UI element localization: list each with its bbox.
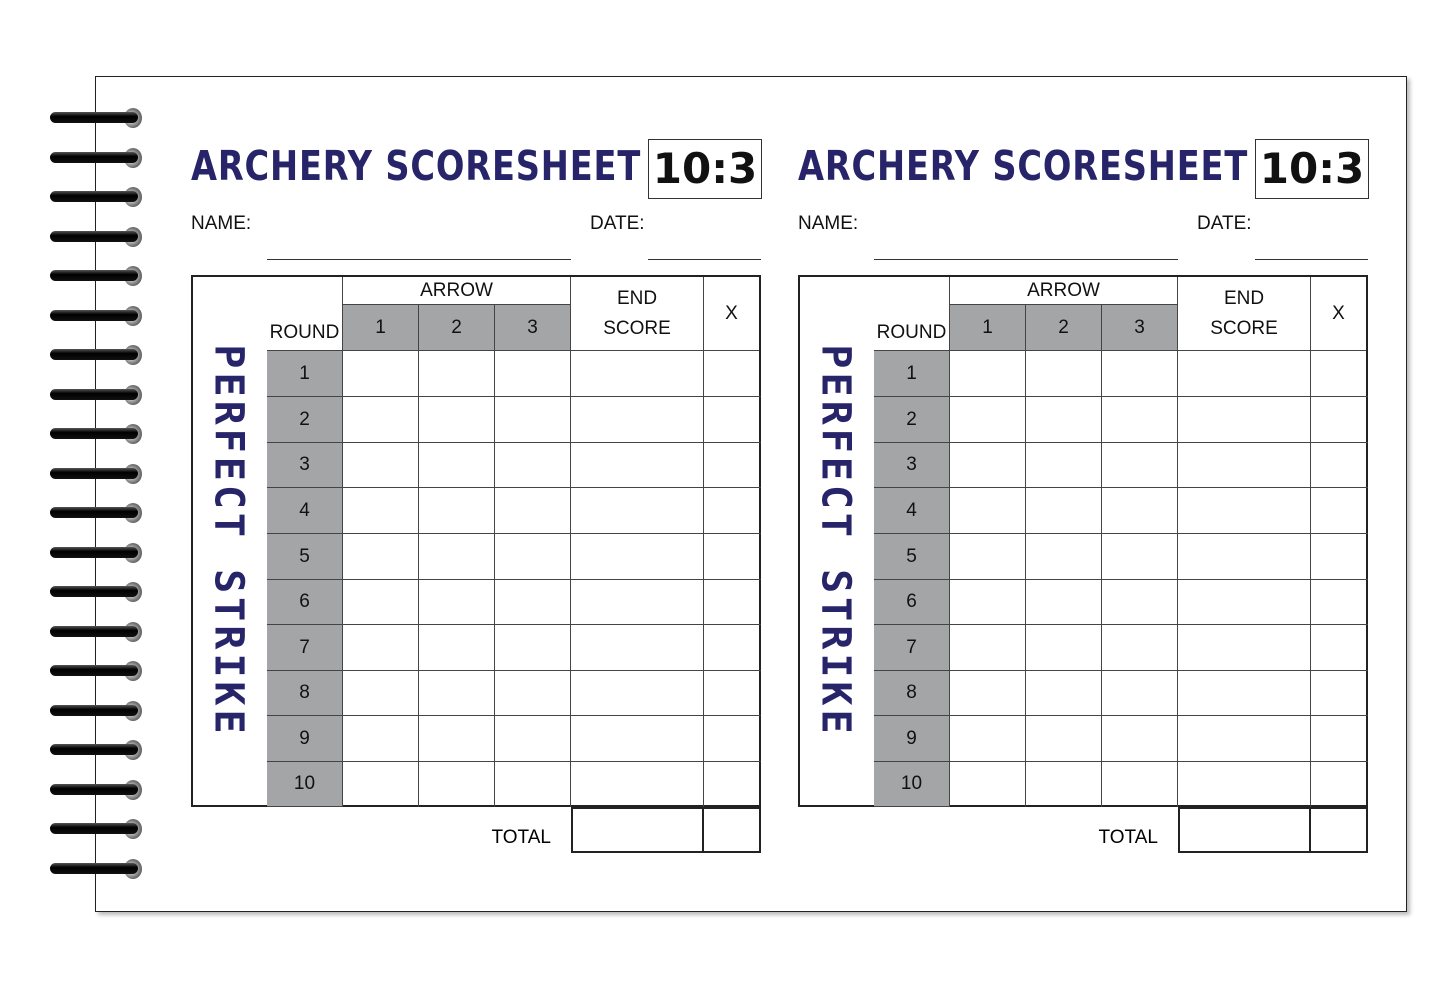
logo-text: PERFECT STRIKE [206, 344, 252, 738]
brand-logo [191, 275, 267, 807]
arrow-score-cell[interactable] [419, 580, 495, 625]
arrow-score-cell[interactable] [1102, 351, 1178, 397]
arrow-score-cell[interactable] [343, 580, 419, 625]
arrow-header: ARROW [950, 277, 1178, 305]
round-number: 2 [874, 397, 950, 443]
arrow-score-cell[interactable] [1102, 534, 1178, 580]
x-count-cell[interactable] [1311, 488, 1368, 534]
arrow-score-cell[interactable] [1102, 671, 1178, 716]
end-score-cell[interactable] [571, 580, 704, 625]
arrow-score-cell[interactable] [1102, 443, 1178, 488]
arrow-score-cell[interactable] [1026, 671, 1102, 716]
arrow-score-cell[interactable] [419, 397, 495, 443]
end-score-header [1178, 277, 1311, 351]
arrow-score-cell[interactable] [1102, 625, 1178, 671]
round-number: 7 [267, 625, 343, 671]
arrow-score-cell[interactable] [343, 534, 419, 580]
round-number: 9 [874, 716, 950, 762]
arrow-number-header: 1 [343, 305, 419, 351]
arrow-score-cell[interactable] [495, 443, 571, 488]
arrow-score-cell[interactable] [1102, 580, 1178, 625]
round-number: 6 [267, 580, 343, 625]
arrow-score-cell[interactable] [1026, 443, 1102, 488]
round-number: 2 [267, 397, 343, 443]
total-score-cell[interactable] [571, 807, 704, 853]
arrow-score-cell[interactable] [950, 443, 1026, 488]
sheet-title: ARCHERY SCORESHEET [191, 142, 642, 190]
end-score-cell[interactable] [571, 534, 704, 580]
round-number: 1 [267, 351, 343, 397]
end-score-cell[interactable] [1178, 534, 1311, 580]
end-score-cell[interactable] [1178, 397, 1311, 443]
round-number: 4 [267, 488, 343, 534]
score-label: SCORE [603, 317, 671, 339]
arrow-score-cell[interactable] [1102, 488, 1178, 534]
arrow-score-cell[interactable] [1026, 716, 1102, 762]
arrow-score-cell[interactable] [1026, 351, 1102, 397]
arrow-score-cell[interactable] [950, 397, 1026, 443]
end-score-cell[interactable] [1178, 625, 1311, 671]
end-score-cell[interactable] [571, 671, 704, 716]
date-field[interactable] [1255, 259, 1368, 260]
binding-coil-icon [50, 112, 138, 123]
total-x-cell[interactable] [1309, 807, 1368, 853]
scoresheet-1 [191, 0, 771, 900]
binding-coil-icon [50, 744, 138, 755]
format-badge: 10:3 [648, 139, 762, 199]
arrow-score-cell[interactable] [343, 716, 419, 762]
arrow-score-cell[interactable] [419, 534, 495, 580]
arrow-score-cell[interactable] [495, 488, 571, 534]
x-count-cell[interactable] [1311, 534, 1368, 580]
binding-coil-icon [50, 468, 138, 479]
x-header: X [1311, 277, 1366, 351]
arrow-score-cell[interactable] [343, 625, 419, 671]
arrow-score-cell[interactable] [950, 534, 1026, 580]
end-score-cell[interactable] [571, 351, 704, 397]
binding-coil-icon [50, 231, 138, 242]
name-label: NAME: [191, 213, 252, 234]
x-count-cell[interactable] [704, 351, 761, 397]
arrow-score-cell[interactable] [950, 762, 1026, 807]
binding-coil-icon [50, 349, 138, 360]
date-label: DATE: [1197, 213, 1252, 234]
round-header: ROUND [874, 277, 950, 351]
arrow-score-cell[interactable] [343, 351, 419, 397]
arrow-score-cell[interactable] [1102, 716, 1178, 762]
arrow-score-cell[interactable] [419, 762, 495, 807]
end-score-cell[interactable] [571, 443, 704, 488]
total-x-cell[interactable] [702, 807, 761, 853]
arrow-score-cell[interactable] [495, 762, 571, 807]
x-count-cell[interactable] [1311, 716, 1368, 762]
binding-coil-icon [50, 507, 138, 518]
arrow-number-header: 2 [419, 305, 495, 351]
name-field[interactable] [267, 259, 571, 260]
end-score-cell[interactable] [571, 397, 704, 443]
arrow-score-cell[interactable] [419, 671, 495, 716]
x-count-cell[interactable] [1311, 625, 1368, 671]
x-count-cell[interactable] [1311, 351, 1368, 397]
name-field[interactable] [874, 259, 1178, 260]
x-count-cell[interactable] [1311, 397, 1368, 443]
end-score-cell[interactable] [1178, 716, 1311, 762]
binding-coil-icon [50, 428, 138, 439]
end-score-cell[interactable] [1178, 580, 1311, 625]
end-score-cell[interactable] [1178, 762, 1311, 807]
x-count-cell[interactable] [704, 671, 761, 716]
arrow-score-cell[interactable] [950, 716, 1026, 762]
arrow-score-cell[interactable] [343, 443, 419, 488]
arrow-score-cell[interactable] [950, 351, 1026, 397]
arrow-header: ARROW [343, 277, 571, 305]
x-count-cell[interactable] [704, 625, 761, 671]
sheet-title: ARCHERY SCORESHEET [798, 142, 1249, 190]
end-label: END [1223, 287, 1265, 309]
arrow-score-cell[interactable] [419, 625, 495, 671]
round-number: 6 [874, 580, 950, 625]
arrow-score-cell[interactable] [495, 580, 571, 625]
arrow-score-cell[interactable] [1026, 488, 1102, 534]
arrow-number-header: 2 [1026, 305, 1102, 351]
arrow-score-cell[interactable] [419, 443, 495, 488]
arrow-score-cell[interactable] [495, 671, 571, 716]
binding-coil-icon [50, 823, 138, 834]
binding-coil-icon [50, 389, 138, 400]
round-number: 5 [874, 534, 950, 580]
x-count-cell[interactable] [704, 488, 761, 534]
arrow-number-header: 3 [1102, 305, 1178, 351]
x-count-cell[interactable] [1311, 762, 1368, 807]
x-count-cell[interactable] [1311, 580, 1368, 625]
arrow-score-cell[interactable] [950, 580, 1026, 625]
logo-text: PERFECT STRIKE [813, 344, 859, 738]
arrow-score-cell[interactable] [1026, 762, 1102, 807]
round-number: 5 [267, 534, 343, 580]
total-score-cell[interactable] [1178, 807, 1311, 853]
arrow-score-cell[interactable] [343, 397, 419, 443]
x-count-cell[interactable] [1311, 443, 1368, 488]
arrow-score-cell[interactable] [1026, 625, 1102, 671]
x-count-cell[interactable] [704, 716, 761, 762]
arrow-score-cell[interactable] [950, 671, 1026, 716]
arrow-score-cell[interactable] [495, 716, 571, 762]
end-label: END [616, 287, 658, 309]
round-number: 4 [874, 488, 950, 534]
arrow-score-cell[interactable] [495, 534, 571, 580]
end-score-cell[interactable] [1178, 671, 1311, 716]
round-number: 1 [874, 351, 950, 397]
arrow-score-cell[interactable] [495, 397, 571, 443]
round-number: 3 [267, 443, 343, 488]
name-label: NAME: [798, 213, 859, 234]
arrow-score-cell[interactable] [950, 625, 1026, 671]
arrow-score-cell[interactable] [1026, 397, 1102, 443]
arrow-score-cell[interactable] [950, 488, 1026, 534]
arrow-score-cell[interactable] [419, 351, 495, 397]
arrow-score-cell[interactable] [343, 671, 419, 716]
total-label: TOTAL [1098, 827, 1158, 848]
scoresheet-2 [798, 0, 1378, 900]
arrow-number-header: 1 [950, 305, 1026, 351]
binding-coil-icon [50, 626, 138, 637]
arrow-score-cell[interactable] [343, 762, 419, 807]
arrow-score-cell[interactable] [495, 625, 571, 671]
format-badge: 10:3 [1255, 139, 1369, 199]
arrow-score-cell[interactable] [343, 488, 419, 534]
end-score-cell[interactable] [571, 625, 704, 671]
arrow-score-cell[interactable] [419, 488, 495, 534]
round-number: 10 [874, 762, 950, 807]
binding-coil-icon [50, 586, 138, 597]
date-field[interactable] [648, 259, 761, 260]
binding-coil-icon [50, 270, 138, 281]
binding-coil-icon [50, 547, 138, 558]
end-score-cell[interactable] [1178, 488, 1311, 534]
end-score-header [571, 277, 704, 351]
round-number: 9 [267, 716, 343, 762]
end-score-cell[interactable] [571, 716, 704, 762]
binding-coil-icon [50, 310, 138, 321]
x-count-cell[interactable] [704, 762, 761, 807]
binding-coil-icon [50, 665, 138, 676]
x-count-cell[interactable] [1311, 671, 1368, 716]
arrow-score-cell[interactable] [419, 716, 495, 762]
arrow-score-cell[interactable] [1026, 534, 1102, 580]
end-score-cell[interactable] [1178, 351, 1311, 397]
brand-logo [798, 275, 874, 807]
round-number: 10 [267, 762, 343, 807]
x-count-cell[interactable] [704, 443, 761, 488]
round-number: 8 [874, 671, 950, 716]
arrow-score-cell[interactable] [1102, 762, 1178, 807]
arrow-score-cell[interactable] [1102, 397, 1178, 443]
total-label: TOTAL [491, 827, 551, 848]
binding-coil-icon [50, 152, 138, 163]
binding-coil-icon [50, 705, 138, 716]
x-header: X [704, 277, 759, 351]
arrow-score-cell[interactable] [495, 351, 571, 397]
arrow-score-cell[interactable] [1026, 580, 1102, 625]
round-number: 8 [267, 671, 343, 716]
x-count-cell[interactable] [704, 397, 761, 443]
arrow-number-header: 3 [495, 305, 571, 351]
end-score-cell[interactable] [571, 762, 704, 807]
round-number: 7 [874, 625, 950, 671]
round-number: 3 [874, 443, 950, 488]
date-label: DATE: [590, 213, 645, 234]
score-label: SCORE [1210, 317, 1278, 339]
end-score-cell[interactable] [571, 488, 704, 534]
end-score-cell[interactable] [1178, 443, 1311, 488]
binding-coil-icon [50, 863, 138, 874]
binding-coil-icon [50, 784, 138, 795]
binding-coil-icon [50, 191, 138, 202]
x-count-cell[interactable] [704, 580, 761, 625]
round-header: ROUND [267, 277, 343, 351]
x-count-cell[interactable] [704, 534, 761, 580]
